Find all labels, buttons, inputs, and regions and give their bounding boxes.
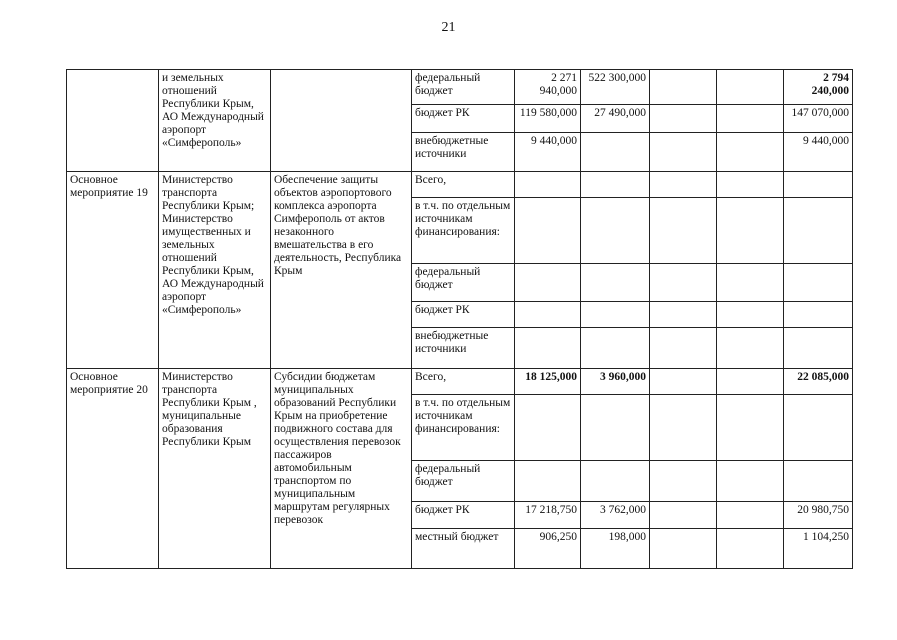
funding-source: федеральный бюджет [412, 264, 515, 302]
funding-source: Всего, [412, 172, 515, 198]
value-cell: 27 490,000 [581, 105, 650, 133]
value-cell [650, 70, 717, 105]
total-cell [784, 395, 853, 461]
total-cell [784, 461, 853, 502]
funding-source: бюджет РК [412, 105, 515, 133]
value-cell: 119 580,000 [515, 105, 581, 133]
value-cell [515, 461, 581, 502]
value-cell [717, 302, 784, 328]
description-cell: Субсидии бюджетам муниципальных образований Республики Крым на приобретение подвижного состава для осуществления перевозок пассажиров автомобильным транспортом по муниципальным маршрутам регулярных перевозок [271, 369, 412, 569]
value-cell [650, 264, 717, 302]
value-cell [650, 328, 717, 369]
value-cell [515, 198, 581, 264]
value-cell: 522 300,000 [581, 70, 650, 105]
funding-source: бюджет РК [412, 502, 515, 529]
executor-cell: и земельных отношений Республики Крым, АО Международный аэропорт «Симферополь» [159, 70, 271, 172]
value-cell [717, 369, 784, 395]
activity-cell: Основное мероприятие 20 [67, 369, 159, 569]
value-cell: 198,000 [581, 529, 650, 569]
value-cell [650, 461, 717, 502]
value-cell [650, 529, 717, 569]
total-cell [784, 264, 853, 302]
value-cell: 2 271 940,000 [515, 70, 581, 105]
value-cell: 18 125,000 [515, 369, 581, 395]
description-cell [271, 70, 412, 172]
value-cell [717, 70, 784, 105]
table-row [67, 70, 853, 105]
value-cell [515, 302, 581, 328]
value-cell [650, 369, 717, 395]
value-cell [581, 328, 650, 369]
funding-source: федеральный бюджет [412, 461, 515, 502]
value-cell [717, 264, 784, 302]
value-cell [717, 133, 784, 172]
value-cell [650, 198, 717, 264]
total-cell [784, 302, 853, 328]
funding-source: внебюджетные источники [412, 133, 515, 172]
value-cell [650, 302, 717, 328]
total-cell [784, 172, 853, 198]
value-cell [581, 302, 650, 328]
value-cell [650, 395, 717, 461]
table-row [67, 369, 853, 395]
value-cell: 3 762,000 [581, 502, 650, 529]
funding-source: федеральный бюджет [412, 70, 515, 105]
page-number: 21 [441, 20, 456, 35]
value-cell: 9 440,000 [515, 133, 581, 172]
value-cell [515, 172, 581, 198]
funding-source: в т.ч. по отдельным источникам финансирования: [412, 198, 515, 264]
description-cell: Обеспечение защиты объектов аэропортового комплекса аэропорта Симферополь от актов незаконного вмешательства в его деятельность, Республика Крым [271, 172, 412, 369]
value-cell [650, 502, 717, 529]
value-cell [515, 328, 581, 369]
value-cell [717, 461, 784, 502]
funding-source: бюджет РК [412, 302, 515, 328]
value-cell [717, 328, 784, 369]
activity-cell: Основное мероприятие 19 [67, 172, 159, 369]
funding-source: в т.ч. по отдельным источникам финансирования: [412, 395, 515, 461]
value-cell [581, 198, 650, 264]
value-cell [650, 172, 717, 198]
activity-cell [67, 70, 159, 172]
total-cell [784, 198, 853, 264]
value-cell: 3 960,000 [581, 369, 650, 395]
funding-source: Всего, [412, 369, 515, 395]
value-cell [581, 461, 650, 502]
funding-table [66, 69, 853, 569]
value-cell [717, 395, 784, 461]
total-cell: 20 980,750 [784, 502, 853, 529]
funding-source: местный бюджет [412, 529, 515, 569]
value-cell [717, 172, 784, 198]
total-cell: 147 070,000 [784, 105, 853, 133]
table-row [67, 172, 853, 198]
value-cell [717, 198, 784, 264]
total-cell: 9 440,000 [784, 133, 853, 172]
value-cell: 17 218,750 [515, 502, 581, 529]
value-cell [717, 105, 784, 133]
value-cell [717, 502, 784, 529]
value-cell [515, 395, 581, 461]
value-cell [650, 105, 717, 133]
total-cell [784, 328, 853, 369]
total-cell: 2 794 240,000 [784, 70, 853, 105]
total-cell: 22 085,000 [784, 369, 853, 395]
funding-source: внебюджетные источники [412, 328, 515, 369]
value-cell [581, 133, 650, 172]
value-cell [581, 264, 650, 302]
value-cell: 906,250 [515, 529, 581, 569]
value-cell [650, 133, 717, 172]
value-cell [581, 395, 650, 461]
value-cell [717, 529, 784, 569]
total-cell: 1 104,250 [784, 529, 853, 569]
executor-cell: Министерство транспорта Республики Крым , муниципальные образования Республики Крым [159, 369, 271, 569]
value-cell [515, 264, 581, 302]
value-cell [581, 172, 650, 198]
executor-cell: Министерство транспорта Республики Крым; Министерство имущественных и земельных отношений Республики Крым, АО Международный аэропорт «Симферополь» [159, 172, 271, 369]
